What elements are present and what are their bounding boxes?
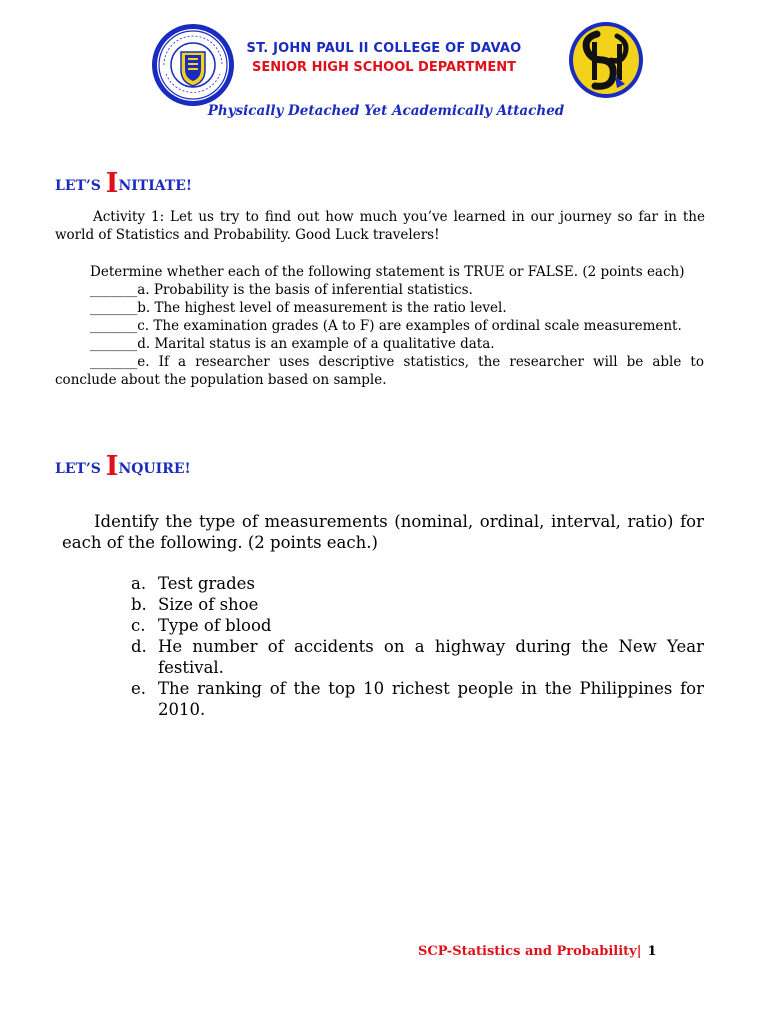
school-name: ST. JOHN PAUL II COLLEGE OF DAVAO xyxy=(246,41,522,56)
list-item-text: He number of accidents on a highway during the New Year festival. xyxy=(158,637,704,677)
section-heading-initiate xyxy=(55,170,192,197)
inquire-intro xyxy=(62,511,704,553)
list-item xyxy=(131,678,704,720)
activity-text: Activity 1: Let us try to find out how much you’ve learned in our journey so far in the world of Statistics and Probability. Good Luck travelers! xyxy=(55,209,705,243)
list-marker: a. xyxy=(131,574,147,593)
section-heading-inquire xyxy=(55,453,191,480)
list-item xyxy=(131,594,704,615)
list-marker: b. xyxy=(131,595,147,614)
heading-rest: NQUIRE! xyxy=(118,461,191,477)
tf-item: _______a. Probability is the basis of inferential statistics. xyxy=(90,282,473,298)
activity-paragraph xyxy=(55,208,705,244)
motto: Physically Detached Yet Academically Attached xyxy=(207,103,565,119)
tf-item xyxy=(55,353,704,389)
heading-initial: I xyxy=(105,168,119,199)
heading-initial: I xyxy=(105,451,119,482)
heading-prefix: LET’S xyxy=(55,178,106,194)
list-item xyxy=(131,636,704,678)
list-item-text: Test grades xyxy=(158,574,255,593)
list-item xyxy=(131,573,704,594)
measurement-list xyxy=(131,573,704,720)
inquire-intro-text: Identify the type of measurements (nominal, ordinal, interval, ratio) for each of the following. (2 points each.) xyxy=(62,512,704,552)
heading-prefix: LET’S xyxy=(55,461,106,477)
list-item xyxy=(131,615,704,636)
heading-rest: NITIATE! xyxy=(118,178,193,194)
tf-item-text: _______e. If a researcher uses descriptive statistics, the researcher will be able to conclude about the population based on sample. xyxy=(55,354,704,388)
footer-separator: | xyxy=(636,944,642,959)
department-name: SENIOR HIGH SCHOOL DEPARTMENT xyxy=(252,60,516,75)
list-marker: e. xyxy=(131,679,147,698)
list-item-text: The ranking of the top 10 richest people in the Philippines for 2010. xyxy=(158,679,704,719)
page-footer xyxy=(418,944,657,959)
page-number: 1 xyxy=(647,944,657,959)
instructions: Determine whether each of the following statement is TRUE or FALSE. (2 points each) xyxy=(90,264,685,280)
tf-item: _______c. The examination grades (A to F) are examples of ordinal scale measurement. xyxy=(90,318,682,334)
list-item-text: Type of blood xyxy=(158,616,272,635)
list-marker: d. xyxy=(131,637,147,656)
list-marker: c. xyxy=(131,616,146,635)
list-item-text: Size of shoe xyxy=(158,595,259,614)
tf-item: _______d. Marital status is an example of a qualitative data. xyxy=(90,336,495,352)
true-false-block xyxy=(55,263,704,389)
tf-item: _______b. The highest level of measurement is the ratio level. xyxy=(90,300,507,316)
footer-label: SCP-Statistics and Probability xyxy=(418,944,637,959)
